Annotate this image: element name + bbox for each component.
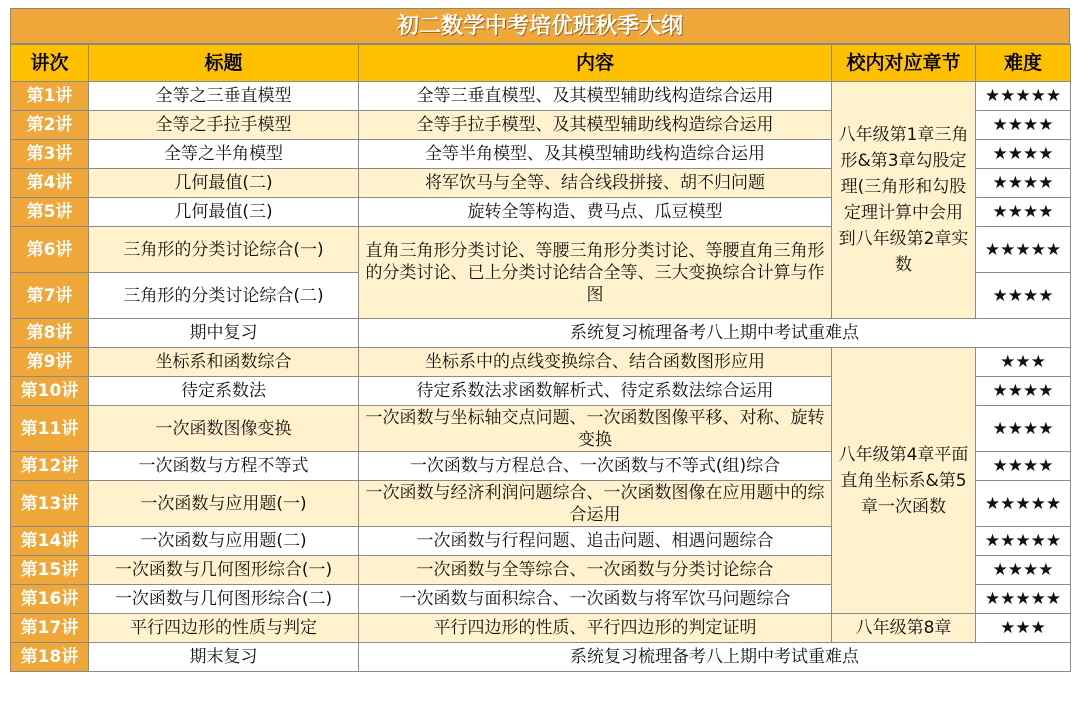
- lesson-title: 几何最值(二): [89, 169, 359, 198]
- title-part2: 中考培优班秋季大纲: [485, 14, 684, 39]
- lesson-content: 全等三垂直模型、及其模型辅助线构造综合运用: [359, 82, 832, 111]
- difficulty-stars: ★★★★: [976, 406, 1071, 452]
- lesson-content-merged: 直角三角形分类讨论、等腰三角形分类讨论、等腰直角三角形的分类讨论、已上分类讨论结合全等、三大变换综合计算与作图: [359, 227, 832, 319]
- difficulty-stars: ★★★★: [976, 111, 1071, 140]
- lesson-content: 一次函数与坐标轴交点问题、一次函数图像平移、对称、旋转变换: [359, 406, 832, 452]
- table-row: [11, 614, 1071, 643]
- lesson-content: 将军饮马与全等、结合线段拼接、胡不归问题: [359, 169, 832, 198]
- difficulty-stars: ★★★★★: [976, 481, 1071, 527]
- lesson-title: 三角形的分类讨论综合(二): [89, 273, 359, 319]
- lesson-content: 一次函数与行程问题、追击问题、相遇问题综合: [359, 527, 832, 556]
- lesson-title: 一次函数与应用题(一): [89, 481, 359, 527]
- lesson-content: 一次函数与面积综合、一次函数与将军饮马问题综合: [359, 585, 832, 614]
- difficulty-stars: ★★★★: [976, 556, 1071, 585]
- lesson-number: 第3讲: [11, 140, 89, 169]
- lesson-title: 一次函数与几何图形综合(一): [89, 556, 359, 585]
- lesson-content: 一次函数与经济利润问题综合、一次函数图像在应用题中的综合运用: [359, 481, 832, 527]
- lesson-number: 第4讲: [11, 169, 89, 198]
- table-row: [11, 348, 1071, 377]
- lesson-content: 旋转全等构造、费马点、瓜豆模型: [359, 198, 832, 227]
- table-row: [11, 643, 1071, 672]
- lesson-title: 全等之三垂直模型: [89, 82, 359, 111]
- difficulty-stars: ★★★★★: [976, 227, 1071, 273]
- lesson-content: 待定系数法求函数解析式、待定系数法综合运用: [359, 377, 832, 406]
- difficulty-stars: ★★★★★: [976, 82, 1071, 111]
- lesson-title: 期中复习: [89, 319, 359, 348]
- lesson-title: 三角形的分类讨论综合(一): [89, 227, 359, 273]
- lesson-number: 第10讲: [11, 377, 89, 406]
- lesson-title: 一次函数与应用题(二): [89, 527, 359, 556]
- difficulty-stars: ★★★★: [976, 377, 1071, 406]
- header-difficulty: 难度: [976, 45, 1071, 82]
- difficulty-stars: ★★★★: [976, 140, 1071, 169]
- lesson-number: 第18讲: [11, 643, 89, 672]
- lesson-number: 第1讲: [11, 82, 89, 111]
- lesson-title: 一次函数与几何图形综合(二): [89, 585, 359, 614]
- lesson-number: 第8讲: [11, 319, 89, 348]
- difficulty-stars: ★★★★★: [976, 527, 1071, 556]
- header-content: 内容: [359, 45, 832, 82]
- difficulty-stars: ★★★★: [976, 273, 1071, 319]
- lesson-title: 坐标系和函数综合: [89, 348, 359, 377]
- lesson-number: 第13讲: [11, 481, 89, 527]
- header-title: 标题: [89, 45, 359, 82]
- header-row: [11, 45, 1071, 82]
- lesson-title: 全等之手拉手模型: [89, 111, 359, 140]
- lesson-number: 第7讲: [11, 273, 89, 319]
- lesson-content: 一次函数与全等综合、一次函数与分类讨论综合: [359, 556, 832, 585]
- difficulty-stars: ★★★: [976, 614, 1071, 643]
- header-chapter: 校内对应章节: [832, 45, 976, 82]
- lesson-title: 期末复习: [89, 643, 359, 672]
- lesson-number: 第11讲: [11, 406, 89, 452]
- table-row: [11, 82, 1071, 111]
- syllabus-sheet: [10, 8, 1070, 672]
- lesson-content: 系统复习梳理备考八上期中考试重难点: [359, 643, 1071, 672]
- lesson-content: 全等半角模型、及其模型辅助线构造综合运用: [359, 140, 832, 169]
- lesson-number: 第16讲: [11, 585, 89, 614]
- lesson-number: 第17讲: [11, 614, 89, 643]
- lesson-content: 坐标系中的点线变换综合、结合函数图形应用: [359, 348, 832, 377]
- lesson-number: 第5讲: [11, 198, 89, 227]
- chapter-cell-17: 八年级第8章: [832, 614, 976, 643]
- lesson-content: 一次函数与方程总合、一次函数与不等式(组)综合: [359, 452, 832, 481]
- lesson-content: 平行四边形的性质、平行四边形的判定证明: [359, 614, 832, 643]
- lesson-number: 第12讲: [11, 452, 89, 481]
- lesson-number: 第15讲: [11, 556, 89, 585]
- lesson-title: 待定系数法: [89, 377, 359, 406]
- difficulty-stars: ★★★★: [976, 169, 1071, 198]
- chapter-cell-9-16: 八年级第4章平面直角坐标系&第5章一次函数: [832, 348, 976, 614]
- page-title: [10, 8, 1070, 44]
- table-row: [11, 319, 1071, 348]
- header-lesson: 讲次: [11, 45, 89, 82]
- difficulty-stars: ★★★★: [976, 452, 1071, 481]
- lesson-title: 一次函数图像变换: [89, 406, 359, 452]
- lesson-number: 第2讲: [11, 111, 89, 140]
- lesson-title: 平行四边形的性质与判定: [89, 614, 359, 643]
- lesson-number: 第9讲: [11, 348, 89, 377]
- lesson-content: 系统复习梳理备考八上期中考试重难点: [359, 319, 1071, 348]
- difficulty-stars: ★★★: [976, 348, 1071, 377]
- difficulty-stars: ★★★★: [976, 198, 1071, 227]
- lesson-number: 第14讲: [11, 527, 89, 556]
- syllabus-table: [10, 44, 1071, 672]
- lesson-number: 第6讲: [11, 227, 89, 273]
- lesson-title: 全等之半角模型: [89, 140, 359, 169]
- lesson-title: 一次函数与方程不等式: [89, 452, 359, 481]
- lesson-title: 几何最值(三): [89, 198, 359, 227]
- chapter-cell-1-7: 八年级第1章三角形&第3章勾股定理(三角形和勾股定理计算中会用到八年级第2章实数: [832, 82, 976, 319]
- title-part1: 初二数学: [396, 14, 485, 39]
- difficulty-stars: ★★★★★: [976, 585, 1071, 614]
- lesson-content: 全等手拉手模型、及其模型辅助线构造综合运用: [359, 111, 832, 140]
